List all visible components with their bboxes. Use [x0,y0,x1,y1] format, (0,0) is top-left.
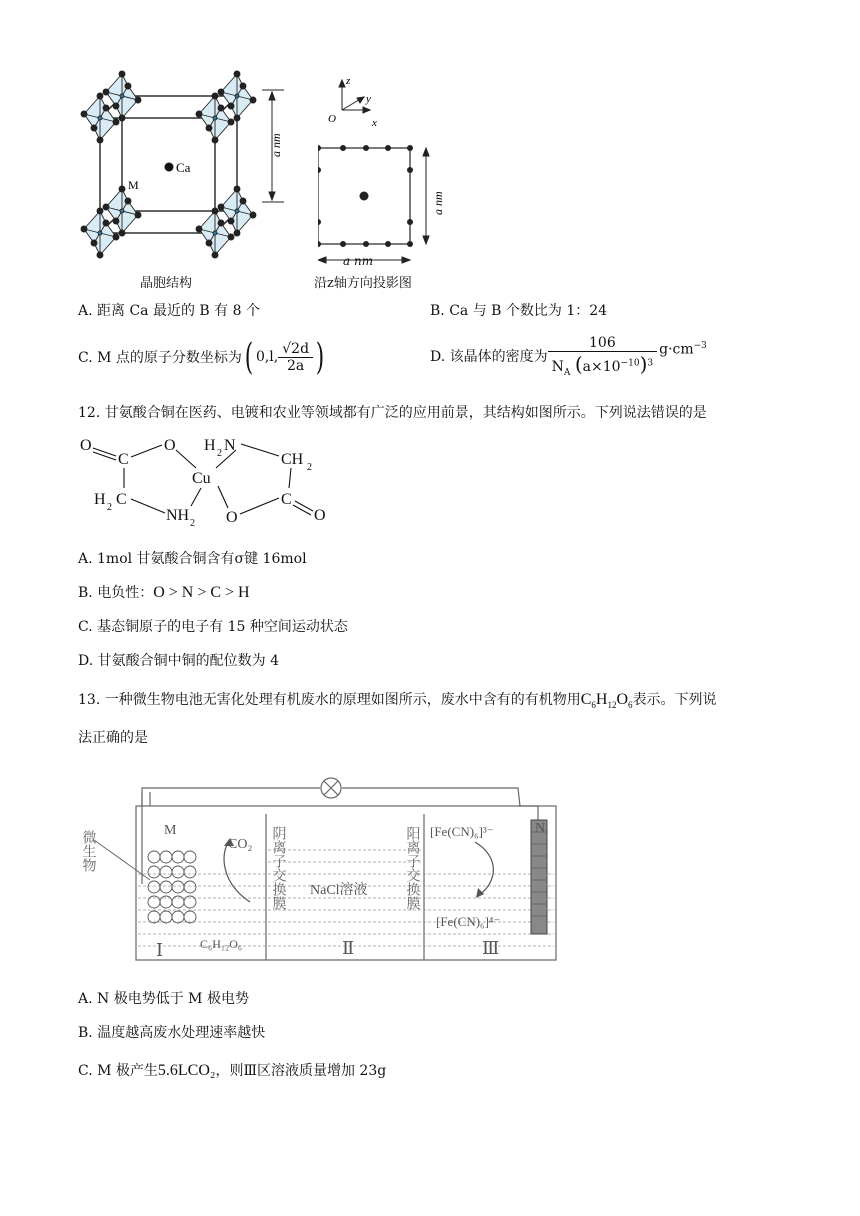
q12-stem: 12. 甘氨酸合铜在医药、电镀和农业等领域都有广泛的应用前景，其结构如图所示。下列说法错误的是 [78,405,707,421]
svg-text:NH: NH [166,507,190,524]
svg-text:O: O [226,509,238,526]
glycinate-copper-structure [76,428,336,533]
q11-option-d-prefix: D. 该晶体的密度为 [430,349,548,365]
membrane-1-label: 阴离子交换膜 [270,826,286,910]
den-exp: −10 [620,357,640,368]
density-unit: $g\cdot cm^{-3}$ [659,340,707,358]
svg-text:C: C [118,451,129,468]
q13-option-c-formula: 5.6LCO₂ [157,1062,216,1079]
q13-stem-part2: 表示。下列说 [632,692,717,708]
density-num: 106 [548,335,657,352]
svg-text:O: O [80,437,92,454]
microbe-label: 微生物 [80,830,96,872]
svg-text:C: C [281,491,292,508]
q11-option-c-coord: 0,l, [255,349,279,365]
ca-atom [165,163,174,172]
svg-text:N: N [224,437,236,454]
svg-text:O: O [164,437,176,454]
glucose-label: C₆H₁₂O₆ [200,937,243,951]
crystal-cell-figure [72,62,292,262]
fe3-label: [Fe(CN)₆]³⁻ [430,824,494,839]
region-2-label: Ⅱ [342,938,355,958]
glucose-formula: $C_6H_{12}O_6$ [580,691,633,711]
membrane-2-label: 阳离子交换膜 [404,826,420,910]
axis-x: x [372,117,377,129]
density-den [548,352,657,378]
q13-stem-line1 [78,689,717,710]
axis-o: O [328,113,336,125]
region-3-label: Ⅲ [482,938,500,958]
q12-option-b-prefix: B. 电负性： [78,585,154,601]
q13-stem-line2: 法正确的是 [78,730,148,746]
svg-text:H: H [94,491,106,508]
q13-option-a: A. N 极电势低于 M 极电势 [78,991,249,1007]
projection-figure [318,70,448,270]
projection-caption: 沿z轴方向投影图 [314,276,412,291]
den-close: ) [639,351,648,376]
q12-option-b-expr: O > N > C > H [153,584,250,601]
co2-label: CO₂ [228,837,253,852]
den-pow: 3 [647,357,654,368]
nacl-label: NaCl溶液 [310,883,368,898]
close-paren: ) [315,336,325,378]
crystal-cell-caption: 晶胞结构 [140,276,193,291]
svg-text:2: 2 [217,448,222,459]
q11-option-c-prefix: C. M 点的原子分数坐标为 [78,350,242,366]
microbial-cell-figure [80,762,560,962]
q11-option-d [430,330,707,382]
svg-text:2: 2 [107,502,112,513]
axis-z: z [346,75,351,87]
q12-option-c: C. 基态铜原子的电子有 15 种空间运动状态 [78,619,348,635]
axis-y: y [366,93,371,105]
m-label: M [128,178,139,192]
q12-option-a: A. 1mol 甘氨酸合铜含有σ键 16mol [78,551,307,567]
svg-text:H: H [204,437,216,454]
q13-option-c-prefix: C. M 极产生 [78,1063,158,1079]
q11-option-c-fraction [278,341,313,374]
den-open: ( [574,351,583,376]
svg-text:CH: CH [281,451,304,468]
n-electrode-label: N [535,821,546,836]
frac-den: 2a [287,357,305,374]
edge-label-vertical: a nm [269,133,283,157]
svg-text:Cu: Cu [192,470,211,487]
na-symbol: N [551,358,564,375]
svg-text:2: 2 [307,462,312,473]
na-sub: A [563,367,571,378]
svg-text:O: O [314,507,326,524]
q11-option-b: B. Ca 与 B 个数比为 1：24 [430,303,608,319]
den-expr: a×10 [582,358,621,375]
q12-option-d: D. 甘氨酸合铜中铜的配位数为 4 [78,653,279,669]
edge-label-bottom: a nm [343,254,374,268]
q11-option-d-fraction [548,335,657,378]
svg-text:2: 2 [190,518,195,529]
m-electrode-label: M [164,823,177,838]
region-1-label: Ⅰ [156,940,164,960]
q11-option-a: A. 距离 Ca 最近的 B 有 8 个 [78,303,260,319]
ca-label: Ca [176,160,191,175]
edge-label-right: a nm [431,191,445,215]
q13-option-c [78,1060,386,1080]
open-paren: ( [244,336,254,378]
q12-option-b [78,582,250,602]
fe4-label: [Fe(CN)₆]⁴⁻ [436,914,501,929]
q11-option-c [78,334,327,380]
q13-stem-part1: 13. 一种微生物电池无害化处理有机废水的原理如图所示，废水中含有的有机物用 [78,692,581,708]
frac-num: √2d [278,341,313,358]
q13-option-b: B. 温度越高废水处理速率越快 [78,1025,266,1041]
svg-text:C: C [116,491,127,508]
q13-option-c-suffix: ，则Ⅲ区溶液质量增加 23g [215,1063,387,1079]
